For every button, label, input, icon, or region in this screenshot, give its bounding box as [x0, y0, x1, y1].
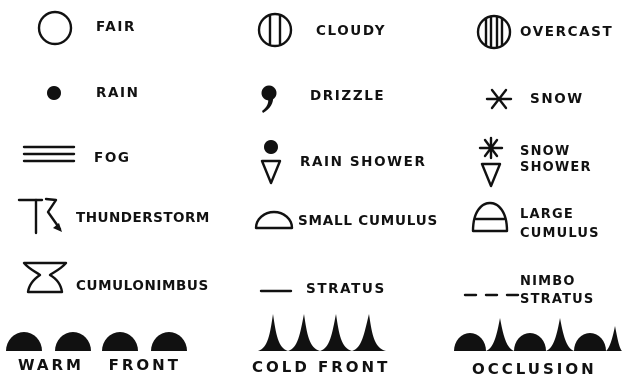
- snow-shower-label-line2: SHOWER: [520, 160, 592, 175]
- occlusion-label: OCCLUSION: [472, 360, 597, 378]
- striped-circle-icon: [474, 12, 516, 54]
- occlusion-spike-3: [606, 326, 622, 351]
- fog-symbol: [20, 143, 78, 169]
- occlusion-dome-2: [514, 333, 546, 351]
- nimbostratus-label-line2: STRATUS: [520, 292, 595, 307]
- half-dome-icon: [253, 206, 295, 232]
- nimbostratus-symbol: [462, 286, 524, 305]
- cold-front-symbol: [258, 314, 386, 351]
- rain-shower-symbol: [257, 137, 285, 193]
- warm-front-dome-1: [6, 332, 42, 351]
- thunderstorm-arrow-icon: [16, 195, 72, 239]
- cumulonimbus-symbol: [20, 258, 70, 302]
- three-lines-icon: [20, 143, 78, 165]
- asterisk-over-triangle-icon: [476, 135, 506, 191]
- small-cumulus-symbol: [253, 206, 295, 236]
- overcast-label: OVERCAST: [520, 24, 614, 40]
- dashed-line-icon: [462, 289, 524, 301]
- occlusion-symbol: [454, 318, 622, 351]
- snow-shower-label-line1: SNOW: [520, 144, 571, 159]
- dot-icon: [44, 83, 64, 103]
- comma-icon: [258, 84, 280, 116]
- rain-label: RAIN: [96, 85, 140, 101]
- asterisk-icon: [484, 85, 514, 113]
- thunderstorm-label: THUNDERSTORM: [76, 210, 210, 226]
- cold-front-label: COLD FRONT: [252, 358, 391, 376]
- large-cumulus-symbol: [470, 199, 510, 239]
- cold-front-spike-1: [258, 314, 288, 351]
- fog-label: FOG: [94, 150, 131, 166]
- stratus-symbol: [258, 282, 294, 301]
- occlusion-dome-3: [574, 333, 606, 351]
- stratus-label: STRATUS: [306, 281, 386, 297]
- occlusion-spike-2: [546, 318, 574, 351]
- warm-front-symbol: [6, 332, 187, 351]
- fair-label: FAIR: [96, 19, 136, 35]
- cold-front-spike-3: [320, 314, 352, 351]
- anvil-icon: [20, 258, 70, 298]
- nimbostratus-label-line1: NIMBO: [520, 274, 576, 289]
- drizzle-label: DRIZZLE: [310, 88, 386, 104]
- small-cumulus-label: SMALL CUMULUS: [298, 213, 438, 229]
- single-line-icon: [258, 285, 294, 297]
- cumulonimbus-label: CUMULONIMBUS: [76, 278, 209, 294]
- drizzle-symbol: [258, 84, 280, 120]
- half-striped-circle-icon: [256, 11, 296, 51]
- warm-front-dome-3: [102, 332, 138, 351]
- occlusion-spike-1: [486, 318, 514, 351]
- warm-front-dome-4: [151, 332, 187, 351]
- front-line-graphic: [0, 308, 624, 360]
- cold-front-spike-2: [288, 314, 320, 351]
- cloudy-symbol: [256, 11, 296, 55]
- circle-icon: [35, 8, 75, 48]
- snow-label: SNOW: [530, 91, 584, 107]
- large-cumulus-label-line2: CUMULUS: [520, 226, 600, 241]
- cold-front-spike-4: [352, 314, 386, 351]
- large-cumulus-label-line1: LARGE: [520, 207, 574, 222]
- large-dome-icon: [470, 199, 510, 235]
- fair-symbol: [35, 8, 75, 52]
- rain-symbol: [44, 83, 64, 107]
- cloudy-label: CLOUDY: [316, 23, 387, 39]
- warm-front-label: WARM FRONT: [18, 356, 181, 374]
- occlusion-dome-1: [454, 333, 486, 351]
- snow-shower-symbol: [476, 135, 506, 195]
- dot-over-triangle-icon: [257, 137, 285, 189]
- thunderstorm-symbol: [16, 195, 72, 243]
- overcast-symbol: [474, 12, 516, 58]
- snow-symbol: [484, 85, 514, 117]
- warm-front-dome-2: [55, 332, 91, 351]
- rain-shower-label: RAIN SHOWER: [300, 154, 427, 170]
- fronts-svg: [0, 308, 624, 356]
